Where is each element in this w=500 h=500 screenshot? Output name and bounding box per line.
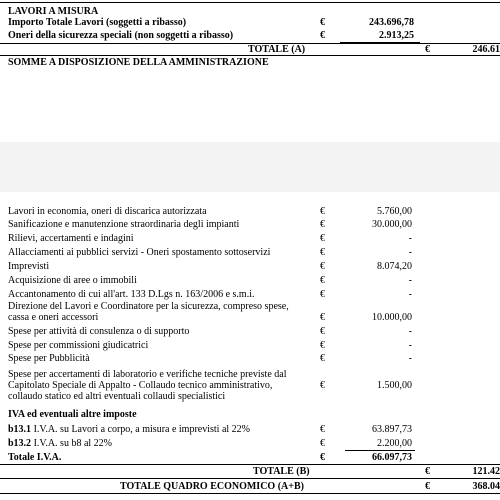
somme-row-value: 1.500,00 [377, 380, 412, 391]
iva-row-value: 2.200,00 [377, 438, 412, 449]
lavori-row-value: 2.913,25 [379, 30, 414, 41]
somme-row-label: Direzione del Lavori e Coordinatore per la sicurezza, compreso spese, [8, 301, 289, 312]
totale-a-value: 246.61 [472, 44, 500, 55]
currency-symbol: € [425, 44, 430, 55]
totale-a-bottom-border [0, 55, 500, 56]
top-border [0, 2, 500, 3]
currency-symbol: € [320, 312, 325, 323]
somme-row-value: 10.000,00 [372, 312, 412, 323]
currency-symbol: € [425, 466, 430, 477]
somme-row-value: - [408, 326, 412, 337]
iva-row-label: I.V.A. su Lavori a corpo, a misura e imprevisti al 22% [31, 424, 250, 435]
currency-symbol: € [320, 17, 325, 28]
lavori-row-label: Importo Totale Lavori (soggetti a ribasso) [8, 17, 187, 28]
totale-iva-label: Totale I.V.A. [8, 452, 62, 463]
quadro-label: TOTALE QUADRO ECONOMICO (A+B) [120, 481, 304, 492]
totale-b-label: TOTALE (B) [253, 466, 310, 477]
somme-row-value: - [408, 353, 412, 364]
currency-symbol: € [320, 247, 325, 258]
somme-row-label: Spese per accertamenti di laboratorio e verifiche tecniche previste dal [8, 369, 287, 380]
somme-row-label: Acquisizione di aree o immobili [8, 275, 137, 286]
currency-symbol: € [320, 438, 325, 449]
totale-a-label: TOTALE (A) [248, 44, 306, 55]
somme-row-label: collaudo statico ed altri eventuali collaudi specialistici [8, 391, 226, 402]
somme-row-label: cassa e oneri accessori [8, 312, 99, 323]
somme-row-value: 8.074,20 [377, 261, 412, 272]
somme-row-label: Rilievi, accertamenti e indagini [8, 233, 134, 244]
currency-symbol: € [320, 275, 325, 286]
lavori-row-label: Oneri della sicurezza speciali (non soggetti a ribasso) [8, 30, 234, 41]
currency-symbol: € [320, 353, 325, 364]
iva-row [8, 424, 250, 435]
somme-row-value: - [408, 247, 412, 258]
currency-symbol: € [320, 452, 325, 463]
iva-row-code: b13.1 [8, 424, 32, 435]
iva-value-underline [345, 450, 415, 451]
section-band [0, 142, 500, 192]
somme-row-value: - [408, 275, 412, 286]
somme-row-label: Sanificazione e manutenzione straordinaria degli impianti [8, 219, 240, 230]
somme-row-value: 30.000,00 [372, 219, 412, 230]
somme-row-value: 5.760,00 [377, 206, 412, 217]
somme-row-label: Spese per Pubblicità [8, 353, 90, 364]
currency-symbol: € [320, 219, 325, 230]
quadro-bottom-border [0, 493, 500, 494]
currency-symbol: € [320, 289, 325, 300]
quadro-value: 368.04 [472, 481, 500, 492]
iva-title: IVA ed eventuali altre imposte [8, 409, 137, 420]
totale-b-top-border [0, 464, 500, 465]
currency-symbol: € [320, 326, 325, 337]
somme-row-label: Spese per attività di consulenza o di supporto [8, 326, 190, 337]
iva-row [8, 438, 112, 449]
somme-row-value: - [408, 289, 412, 300]
totale-b-bottom-border [0, 478, 500, 479]
iva-row-code: b13.2 [8, 438, 32, 449]
somme-row-label: Allacciamenti ai pubblici servizi - Oneri spostamento sottoservizi [8, 247, 271, 258]
somme-row-label: Capitolato Speciale di Appalto - Collaudo tecnico amministrativo, [8, 380, 273, 391]
somme-row-label: Accantonamento di cui all'art. 133 D.Lgs n. 163/2006 e s.m.i. [8, 289, 255, 300]
iva-row-label: I.V.A. su b8 al 22% [31, 438, 112, 449]
somme-row-label: Lavori in economia, oneri di discarica autorizzata [8, 206, 207, 217]
somme-row-label: Spese per commissioni giudicatrici [8, 340, 149, 351]
somme-title: SOMME A DISPOSIZIONE DELLA AMMINISTRAZIONE [8, 57, 269, 68]
currency-symbol: € [320, 424, 325, 435]
somme-row-value: - [408, 340, 412, 351]
totale-b-value: 121.42 [472, 466, 500, 477]
currency-symbol: € [320, 30, 325, 41]
totale-iva-value: 66.097,73 [372, 452, 412, 463]
currency-symbol: € [320, 261, 325, 272]
currency-symbol: € [320, 380, 325, 391]
currency-symbol: € [320, 206, 325, 217]
currency-symbol: € [425, 481, 430, 492]
lavori-row-value: 243.696,78 [369, 17, 414, 28]
currency-symbol: € [320, 340, 325, 351]
iva-row-value: 63.897,73 [372, 424, 412, 435]
lavori-title: LAVORI A MISURA [8, 6, 99, 17]
somme-row-label: Imprevisti [8, 261, 50, 272]
somme-row-value: - [408, 233, 412, 244]
currency-symbol: € [320, 233, 325, 244]
